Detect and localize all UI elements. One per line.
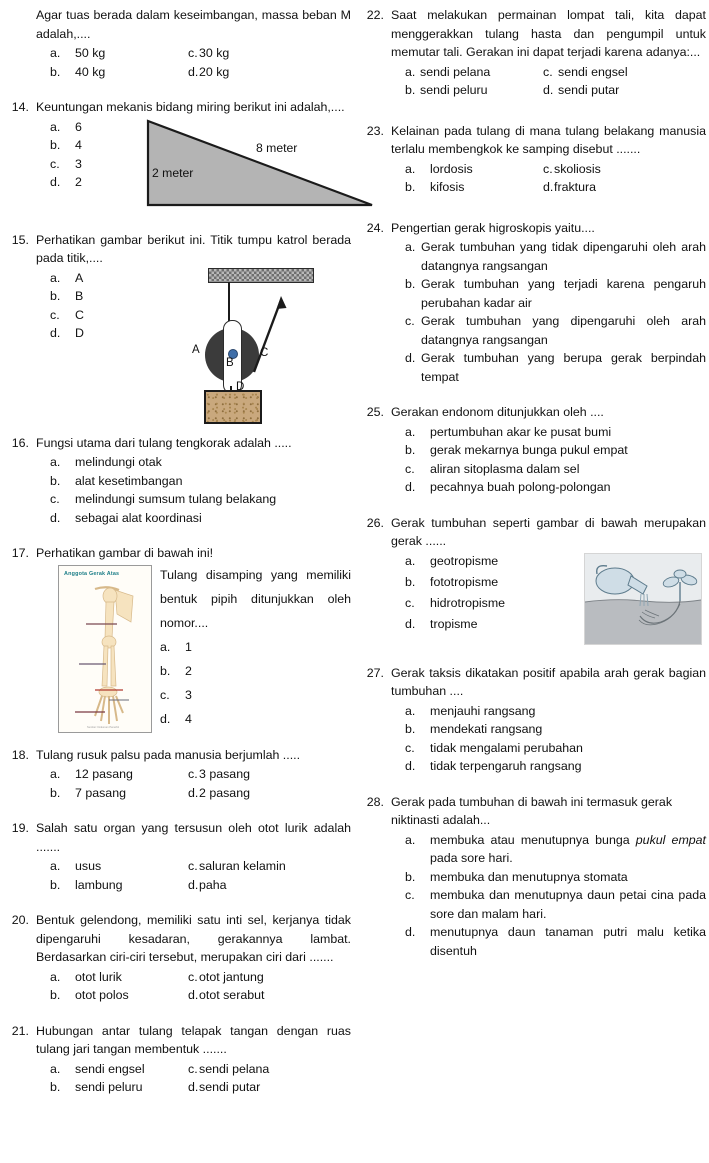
- option-c[interactable]: [543, 160, 706, 179]
- question-number: 16.: [11, 435, 29, 450]
- option-text: sendi putar: [558, 83, 620, 97]
- option-text: Gerak tumbuhan yang dipengaruhi oleh arah datangnya rangsangan: [421, 314, 706, 347]
- option-text: sendi putar: [199, 1080, 261, 1094]
- question-number: 17.: [11, 546, 29, 560]
- question-20: [10, 911, 351, 1005]
- option-letter: b.: [50, 473, 61, 488]
- option-a[interactable]: [160, 635, 351, 659]
- option-text: usus: [75, 859, 102, 873]
- right-column: [365, 6, 706, 1163]
- option-b[interactable]: [36, 986, 188, 1005]
- option-b[interactable]: [36, 876, 188, 895]
- option-letter: d.: [188, 988, 199, 1002]
- option-text: Gerak tumbuhan yang tidak dipengaruhi oleh arah datangnya rangsangan: [421, 240, 706, 273]
- option-letter: a.: [50, 46, 61, 60]
- option-text: C: [75, 307, 84, 322]
- question-text: Gerak tumbuhan seperti gambar di bawah merupakan gerak ......: [391, 515, 706, 548]
- left-column: [10, 6, 351, 1163]
- option-letter: b.: [50, 289, 61, 303]
- option-text: 40 kg: [75, 64, 106, 79]
- question-text: Bentuk gelendong, memiliki satu inti sel, kerjanya tidak dipengaruhi kesadaran, gerakannya lambat. Berdasarkan ciri-ciri tersebut, merupakan ciri dari .......: [36, 913, 351, 964]
- option-d[interactable]: [36, 173, 144, 192]
- option-c[interactable]: [391, 739, 706, 758]
- question-text: Fungsi utama dari tulang tengkorak adalah .....: [36, 435, 292, 450]
- option-d[interactable]: [543, 81, 706, 100]
- option-letter: c.: [188, 1061, 198, 1076]
- option-text: aliran sitoplasma dalam sel: [430, 461, 580, 476]
- option-text: tidak mengalami perubahan: [430, 740, 583, 755]
- option-text: melindungi otak: [75, 455, 162, 469]
- option-b[interactable]: [391, 868, 706, 887]
- option-letter: c.: [188, 969, 198, 984]
- option-text: 3: [185, 687, 192, 702]
- option-text-italic: pukul empat: [635, 832, 706, 847]
- option-d[interactable]: [188, 876, 351, 895]
- question-number: 25.: [366, 405, 384, 419]
- point-label-a: A: [192, 343, 200, 356]
- question-22: [365, 6, 706, 100]
- option-letter: d.: [405, 480, 416, 494]
- option-b[interactable]: [160, 659, 351, 683]
- option-letter: c.: [188, 859, 198, 873]
- option-letter: c.: [405, 461, 415, 476]
- question-15: [10, 231, 351, 423]
- option-text: otot polos: [75, 988, 129, 1002]
- question-text: Perhatikan gambar berikut ini. Titik tumpu katrol berada pada titik,....: [36, 232, 351, 265]
- question-13-continued: [10, 6, 351, 81]
- question-number: 15.: [11, 232, 29, 247]
- option-c[interactable]: [188, 765, 351, 784]
- option-text: 3 pasang: [199, 767, 250, 781]
- option-b[interactable]: [391, 572, 576, 593]
- option-d[interactable]: [160, 707, 351, 731]
- option-a[interactable]: [36, 44, 188, 63]
- option-d[interactable]: [36, 324, 176, 343]
- option-c[interactable]: [543, 63, 706, 82]
- option-letter: c.: [405, 314, 415, 328]
- option-text: alat kesetimbangan: [75, 473, 183, 488]
- option-list: [36, 968, 351, 1005]
- option-letter: c.: [50, 156, 60, 171]
- option-text: sendi pelana: [199, 1061, 270, 1076]
- option-b[interactable]: [391, 81, 543, 100]
- question-number: 18.: [11, 747, 29, 762]
- option-letter: c.: [405, 888, 415, 902]
- option-text: 1: [185, 639, 192, 654]
- upper-limb-skeleton-diagram: [58, 565, 152, 733]
- option-b[interactable]: [391, 275, 706, 312]
- question-text: Kelainan pada tulang di mana tulang belakang manusia terlalu membengkok ke samping disebut .......: [391, 123, 706, 156]
- option-letter: b.: [405, 277, 416, 291]
- point-label-d: D: [236, 380, 245, 393]
- figure-title: Anggota Gerak Atas: [64, 570, 120, 577]
- question-14: [10, 98, 351, 209]
- question-number: 24.: [366, 220, 384, 235]
- option-letter: d.: [405, 351, 416, 365]
- option-list: [160, 635, 351, 731]
- option-text: 7 pasang: [75, 785, 126, 800]
- option-b[interactable]: [391, 178, 543, 197]
- option-text: sendi pelana: [420, 64, 491, 79]
- question-text: Keuntungan mekanis bidang miring berikut ini adalah,....: [36, 100, 345, 114]
- option-letter: b.: [405, 574, 416, 589]
- option-a[interactable]: [391, 551, 576, 572]
- option-letter: d.: [188, 64, 199, 79]
- question-text: Gerakan endonom ditunjukkan oleh ....: [391, 405, 604, 419]
- option-c[interactable]: [188, 968, 351, 987]
- question-number: 23.: [366, 123, 384, 138]
- arm-skeleton-svg: [59, 566, 151, 732]
- option-letter: a.: [50, 859, 61, 873]
- option-d[interactable]: [391, 614, 576, 635]
- option-text: fototropisme: [430, 574, 499, 589]
- option-b[interactable]: [36, 472, 351, 491]
- option-b[interactable]: [36, 784, 188, 803]
- option-text: pecahnya buah polong-polongan: [430, 480, 611, 494]
- question-number: 19.: [11, 821, 29, 835]
- question-28: [365, 793, 706, 961]
- option-a[interactable]: [36, 1060, 188, 1079]
- option-d[interactable]: [391, 478, 706, 497]
- question-16: [10, 434, 351, 528]
- question-text: Tulang rusuk palsu pada manusia berjumlah .....: [36, 747, 301, 762]
- option-list: [391, 423, 706, 497]
- question-text: Hubungan antar tulang telapak tangan dengan ruas tulang jari tangan membentuk .......: [36, 1023, 351, 1056]
- option-text: A: [75, 270, 84, 285]
- option-text-before: membuka atau menutupnya bunga: [430, 832, 636, 847]
- option-text: 4: [75, 138, 82, 152]
- option-text: D: [75, 326, 84, 340]
- option-letter: a.: [50, 455, 61, 469]
- option-letter: a.: [405, 832, 416, 847]
- option-text: kifosis: [430, 180, 465, 194]
- question-24: [365, 219, 706, 387]
- inclined-plane-svg: [144, 117, 376, 209]
- option-text: 50 kg: [75, 46, 106, 60]
- option-list: [36, 1060, 351, 1097]
- option-c[interactable]: [36, 155, 144, 174]
- option-letter: b.: [50, 785, 61, 800]
- question-number: 22.: [366, 8, 384, 22]
- option-letter: a.: [50, 119, 61, 134]
- inclined-plane-diagram: [144, 117, 376, 209]
- option-letter: d.: [188, 785, 199, 800]
- question-17: [10, 544, 351, 735]
- height-label: 2 meter: [152, 165, 194, 180]
- option-letter: b.: [405, 83, 416, 97]
- option-letter: d.: [160, 711, 171, 726]
- option-c[interactable]: [188, 44, 351, 63]
- option-text: saluran kelamin: [199, 859, 286, 873]
- option-text: hidrotropisme: [430, 595, 506, 610]
- option-a[interactable]: [391, 63, 543, 82]
- option-d[interactable]: [36, 509, 351, 528]
- option-a[interactable]: [391, 160, 543, 179]
- option-text: 2 pasang: [199, 785, 250, 800]
- option-text: lambung: [75, 877, 123, 892]
- option-letter: c.: [543, 64, 553, 79]
- question-18: [10, 746, 351, 803]
- question-number: 27.: [366, 665, 384, 680]
- option-text: 3: [75, 156, 82, 171]
- option-letter: b.: [50, 64, 61, 79]
- question-text: Gerak pada tumbuhan di bawah ini termasuk gerak niktinasti adalah...: [391, 794, 673, 827]
- option-b[interactable]: [36, 63, 188, 82]
- option-b[interactable]: [36, 136, 144, 155]
- question-26: [365, 514, 706, 647]
- option-text: fraktura: [554, 180, 597, 194]
- question-19: [10, 819, 351, 894]
- option-text: Gerak tumbuhan yang berupa gerak berpindah tempat: [421, 351, 706, 384]
- question-number: 14.: [11, 100, 29, 114]
- watering-can-sketch-svg: [585, 554, 701, 644]
- option-text: sebagai alat koordinasi: [75, 510, 202, 525]
- option-letter: a.: [405, 240, 416, 254]
- option-a[interactable]: [36, 269, 176, 288]
- option-letter: c.: [160, 687, 170, 702]
- option-list: [391, 238, 706, 386]
- question-number: 26.: [366, 515, 384, 530]
- option-letter: c.: [405, 595, 415, 610]
- option-text: 4: [185, 711, 192, 726]
- option-b[interactable]: [36, 1078, 188, 1097]
- option-d[interactable]: [188, 1078, 351, 1097]
- option-letter: c.: [50, 307, 60, 322]
- point-label-b: B: [226, 356, 234, 369]
- option-text: tropisme: [430, 616, 478, 631]
- option-letter: d.: [50, 326, 61, 340]
- option-b[interactable]: [36, 287, 176, 306]
- question-text: Gerak taksis dikatakan positif apabila arah gerak bagian tumbuhan ....: [391, 665, 706, 698]
- option-letter: a.: [405, 553, 416, 568]
- question-number: 20.: [11, 913, 29, 927]
- option-letter: d.: [543, 83, 554, 97]
- option-letter: d.: [188, 1080, 199, 1094]
- option-letter: a.: [50, 1061, 61, 1076]
- option-c[interactable]: [391, 593, 576, 614]
- option-c[interactable]: [391, 460, 706, 479]
- option-c[interactable]: [160, 683, 351, 707]
- option-letter: b.: [50, 1080, 61, 1094]
- option-letter: b.: [405, 722, 416, 736]
- option-list: [36, 269, 176, 343]
- option-text: lordosis: [430, 161, 473, 176]
- option-letter: a.: [160, 639, 171, 654]
- option-letter: a.: [405, 161, 416, 176]
- option-letter: a.: [50, 270, 61, 285]
- option-list: [391, 63, 706, 100]
- option-letter: a.: [50, 767, 61, 781]
- option-letter: b.: [50, 988, 61, 1002]
- question-text: Pengertian gerak higroskopis yaitu....: [391, 220, 595, 235]
- option-text: mendekati rangsang: [430, 722, 543, 736]
- option-letter: d.: [50, 175, 61, 189]
- option-list: [391, 831, 706, 961]
- option-letter: b.: [405, 443, 416, 457]
- option-text: melindungi sumsum tulang belakang: [75, 492, 277, 506]
- option-a[interactable]: [36, 118, 144, 137]
- question-23: [365, 122, 706, 197]
- option-c[interactable]: [188, 1060, 351, 1079]
- question-25: [365, 403, 706, 497]
- option-text: menjauhi rangsang: [430, 703, 536, 718]
- option-letter: c.: [543, 161, 553, 176]
- option-letter: a.: [405, 424, 416, 439]
- option-letter: b.: [405, 180, 416, 194]
- option-list: [391, 160, 706, 197]
- watering-can-seedling-sketch: [584, 553, 702, 645]
- option-letter: d.: [188, 877, 199, 892]
- question-body-text: Tulang disamping yang memiliki bentuk pipih ditunjukkan oleh nomor....: [160, 567, 351, 630]
- option-letter: b.: [50, 877, 61, 892]
- option-c[interactable]: [391, 886, 706, 923]
- option-d[interactable]: [543, 178, 706, 197]
- option-a[interactable]: [36, 857, 188, 876]
- option-text: 2: [75, 175, 82, 189]
- option-a[interactable]: [391, 423, 706, 442]
- option-list: [36, 765, 351, 802]
- option-text: B: [75, 289, 84, 303]
- option-text: pertumbuhan akar ke pusat bumi: [430, 424, 612, 439]
- figure-credit: Sumber: Dokumen Penerbit: [87, 725, 120, 729]
- question-text: Salah satu organ yang tersusun oleh otot lurik adalah .......: [36, 821, 351, 854]
- option-text: menutupnya daun tanaman putri malu ketika disentuh: [430, 925, 706, 958]
- question-27: [365, 664, 706, 776]
- option-text: otot serabut: [199, 988, 265, 1002]
- option-list: [36, 857, 351, 894]
- force-arrow-icon: [176, 268, 348, 423]
- option-text: 12 pasang: [75, 767, 133, 781]
- option-letter: a.: [405, 703, 416, 718]
- question-text: Agar tuas berada dalam keseimbangan, massa beban M adalah,....: [36, 8, 351, 41]
- option-text: skoliosis: [554, 161, 601, 176]
- question-21: [10, 1022, 351, 1097]
- option-c[interactable]: [36, 306, 176, 325]
- option-letter: d.: [543, 180, 554, 194]
- question-text: Saat melakukan permainan lompat tali, kita dapat menggerakkan tulang hasta dan pengumpil untuk memutar tali. Gerakan ini dapat terjadi karena adanya:...: [391, 8, 706, 59]
- option-list: [391, 702, 706, 776]
- option-letter: d.: [50, 510, 61, 525]
- option-a[interactable]: [36, 765, 188, 784]
- option-list: [36, 118, 144, 192]
- option-text: membuka dan menutupnya daun petai cina pada sore dan malam hari.: [430, 888, 706, 921]
- option-letter: c.: [405, 740, 415, 755]
- option-text: tidak terpengaruh rangsang: [430, 759, 582, 773]
- option-text: paha: [199, 877, 227, 892]
- question-number: 21.: [11, 1023, 29, 1038]
- option-b[interactable]: [391, 441, 706, 460]
- option-text: otot lurik: [75, 969, 122, 984]
- option-c[interactable]: [188, 857, 351, 876]
- option-text: 20 kg: [199, 64, 230, 79]
- option-c[interactable]: [36, 490, 351, 509]
- option-text: sendi engsel: [75, 1061, 145, 1076]
- option-text: 2: [185, 663, 192, 678]
- option-d[interactable]: [391, 349, 706, 386]
- option-a[interactable]: [391, 238, 706, 275]
- option-text: sendi peluru: [75, 1080, 143, 1094]
- option-a[interactable]: [391, 831, 706, 868]
- option-d[interactable]: [391, 757, 706, 776]
- option-text: 6: [75, 119, 82, 134]
- option-text: membuka dan menutupnya stomata: [430, 869, 628, 884]
- hypotenuse-label: 8 meter: [256, 140, 298, 155]
- option-c[interactable]: [391, 312, 706, 349]
- option-letter: b.: [50, 138, 61, 152]
- option-letter: d.: [405, 759, 416, 773]
- option-list: [36, 453, 351, 527]
- option-text: otot jantung: [199, 969, 264, 984]
- option-letter: a.: [50, 969, 61, 984]
- option-a[interactable]: [391, 702, 706, 721]
- option-text: sendi peluru: [420, 83, 488, 97]
- option-text: [430, 831, 706, 868]
- option-letter: c.: [50, 492, 60, 506]
- option-text: gerak mekarnya bunga pukul empat: [430, 443, 628, 457]
- option-letter: c.: [188, 46, 198, 60]
- option-letter: d.: [405, 925, 416, 939]
- question-text: Perhatikan gambar di bawah ini!: [36, 546, 214, 560]
- option-a[interactable]: [36, 453, 351, 472]
- option-text: Gerak tumbuhan yang terjadi karena pengaruh perubahan kadar air: [421, 277, 706, 310]
- option-d[interactable]: [188, 63, 351, 82]
- option-d[interactable]: [188, 986, 351, 1005]
- option-text-after: pada sore hari.: [430, 851, 513, 865]
- question-number: 28.: [366, 794, 384, 809]
- option-letter: b.: [160, 663, 171, 678]
- option-d[interactable]: [188, 784, 351, 803]
- option-letter: b.: [405, 869, 416, 884]
- point-label-c: C: [260, 346, 269, 359]
- option-d[interactable]: [391, 923, 706, 960]
- option-text: 30 kg: [199, 46, 230, 60]
- option-letter: a.: [405, 64, 416, 79]
- option-b[interactable]: [391, 720, 706, 739]
- option-letter: d.: [405, 616, 416, 631]
- pulley-diagram: [176, 268, 348, 423]
- option-text: geotropisme: [430, 553, 499, 568]
- option-text: sendi engsel: [558, 64, 628, 79]
- option-letter: c.: [188, 767, 198, 781]
- option-a[interactable]: [36, 968, 188, 987]
- option-list: [36, 44, 351, 81]
